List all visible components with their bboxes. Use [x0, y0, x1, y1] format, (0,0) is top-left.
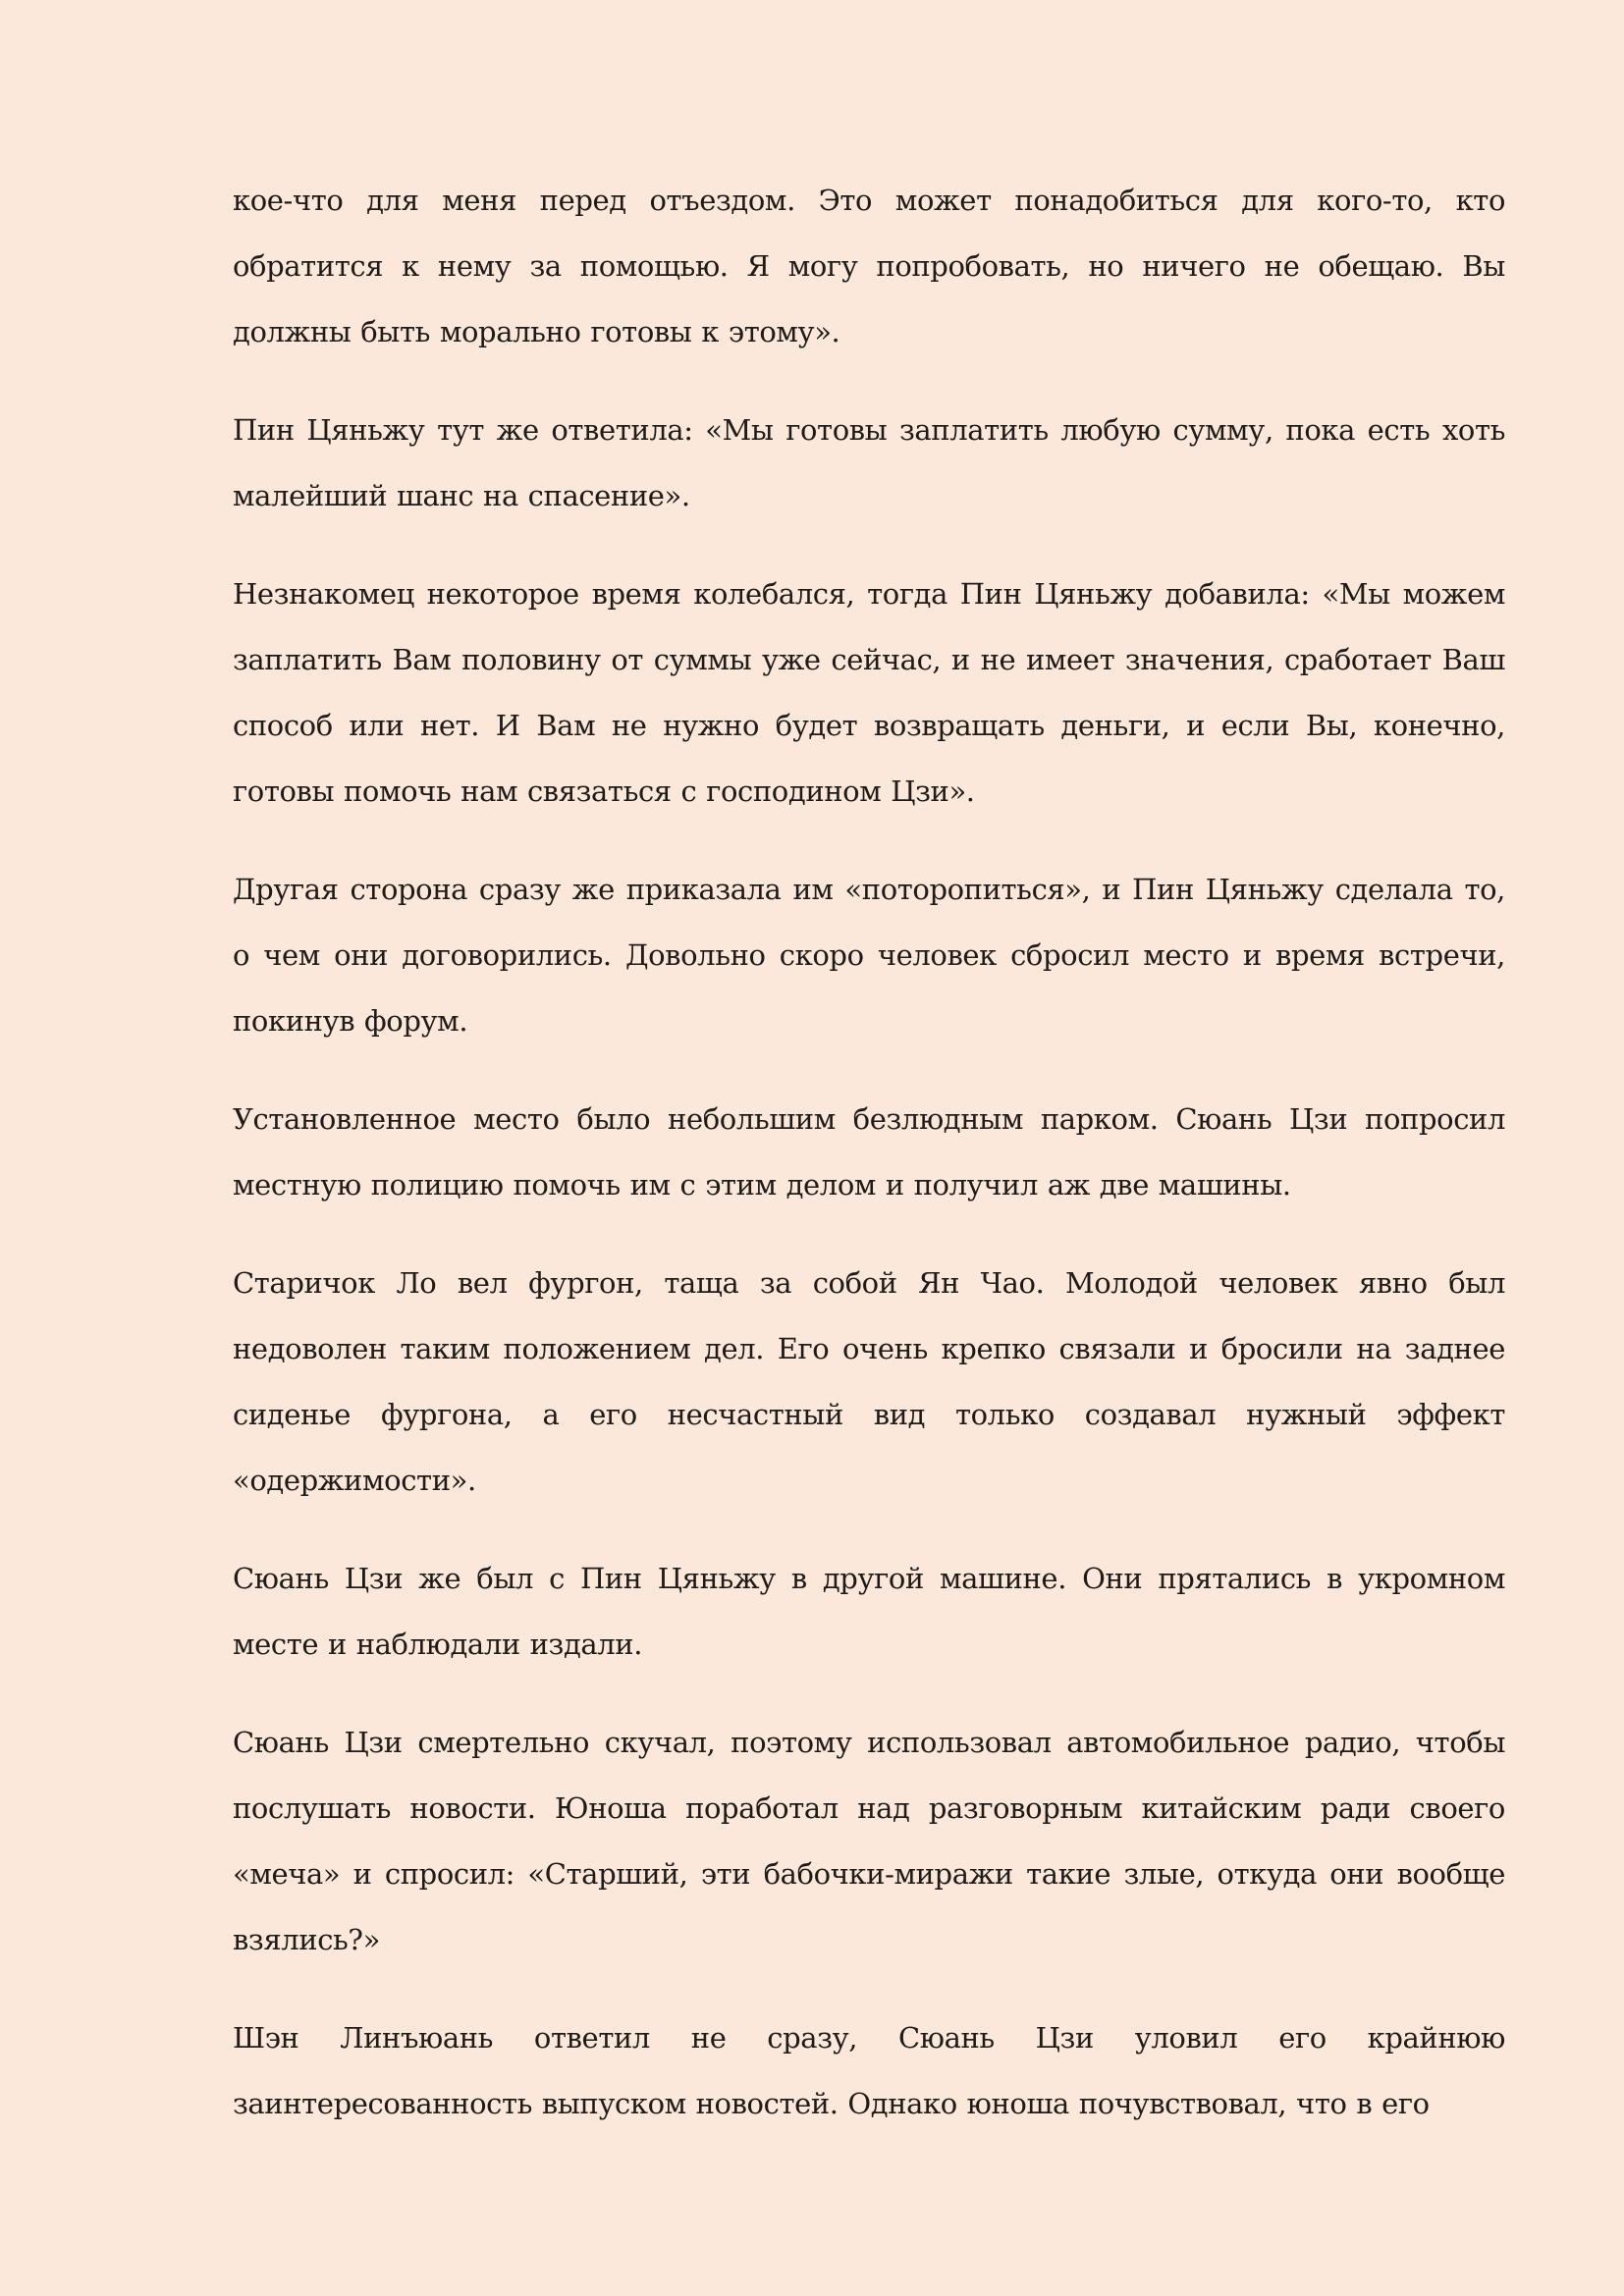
paragraph-8: Сюань Цзи смертельно скучал, поэтому использовал автомобильное радио, чтобы послушать новости. Юноша поработал над разговорным китайским ради своего «меча» и спросил: «Старший, эти бабочки-миражи такие злые, откуда они вообще взялись?»: [233, 1726, 1505, 1956]
paragraph-4: Другая сторона сразу же приказала им «поторопиться», и Пин Цяньжу сделала то, о чем они договорились. Довольно скоро человек сбросил место и время встречи, покинув форум.: [233, 873, 1505, 1038]
paragraph-7: Сюань Цзи же был с Пин Цяньжу в другой машине. Они прятались в укромном месте и наблюдали издали.: [233, 1562, 1505, 1661]
paragraph-5: Установленное место было небольшим безлюдным парком. Сюань Цзи попросил местную полицию помочь им с этим делом и получил аж две машины.: [233, 1102, 1505, 1201]
paragraph-6: Старичок Ло вел фургон, таща за собой Ян Чао. Молодой человек явно был недоволен таким положением дел. Его очень крепко связали и бросили на заднее сиденье фургона, а его несчастный вид только создавал нужный эффект «одержимости».: [233, 1266, 1505, 1497]
text-column: [233, 168, 1505, 2137]
paragraph-2: Пин Цяньжу тут же ответила: «Мы готовы заплатить любую сумму, пока есть хоть малейший шанс на спасение».: [233, 413, 1505, 512]
paragraph-9: Шэн Линъюань ответил не сразу, Сюань Цзи уловил его крайнюю заинтересованность выпуском новостей. Однако юноша почувствовал, что в его: [233, 2021, 1505, 2120]
paragraph-1: кое-что для меня перед отъездом. Это может понадобиться для кого-то, кто обратится к нему за помощью. Я могу попробовать, но ничего не обещаю. Вы должны быть морально готовы к этому».: [233, 184, 1505, 348]
paragraph-3: Незнакомец некоторое время колебался, тогда Пин Цяньжу добавила: «Мы можем заплатить Вам половину от суммы уже сейчас, и не имеет значения, сработает Ваш способ или нет. И Вам не нужно будет возвращать деньги, и если Вы, конечно, готовы помочь нам связаться с господином Цзи».: [233, 577, 1505, 808]
